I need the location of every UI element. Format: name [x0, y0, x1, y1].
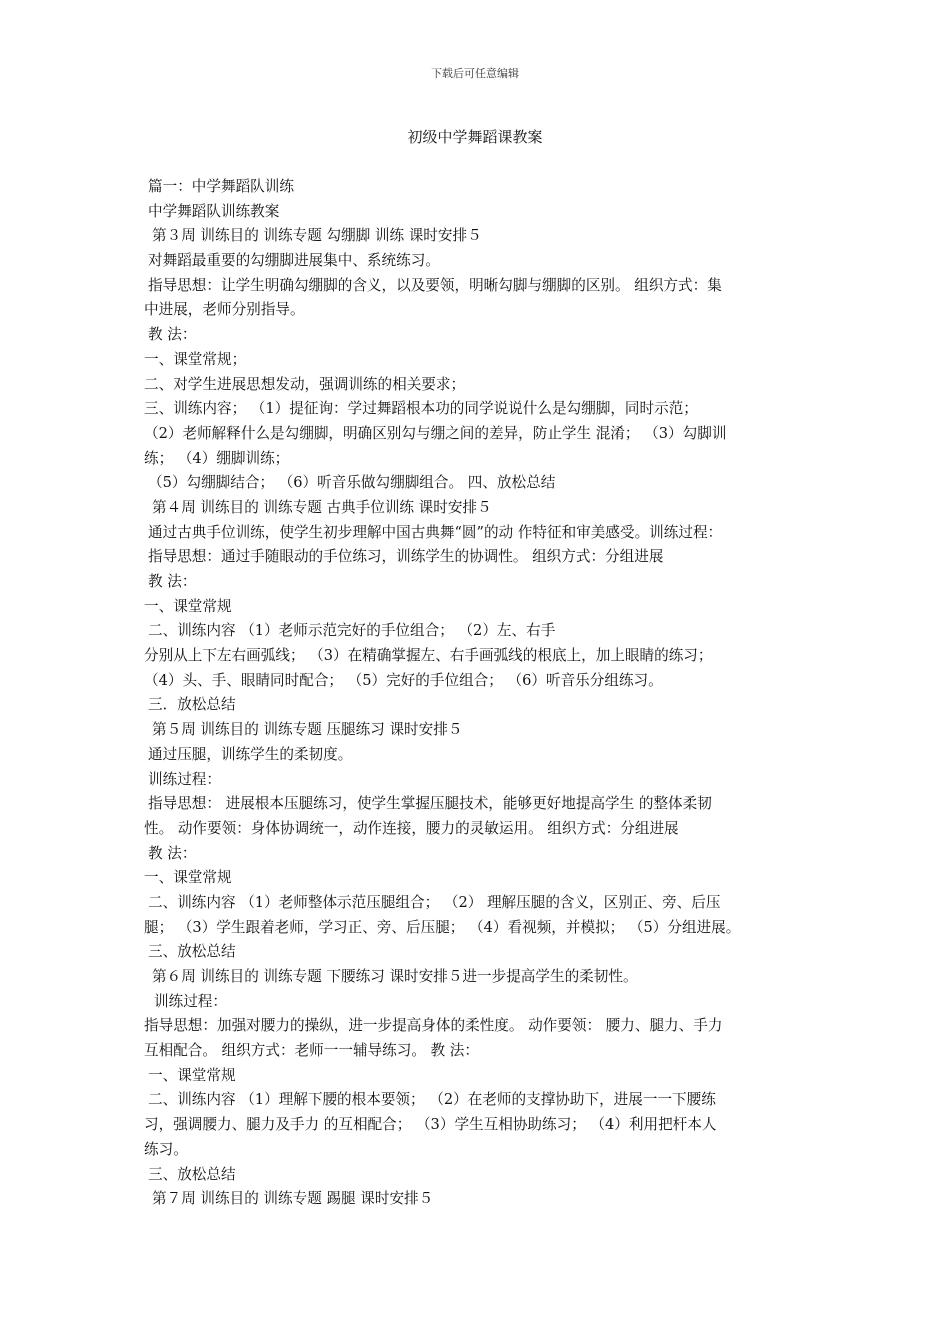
- page-header: 下载后可任意编辑: [431, 67, 519, 80]
- text-line: 指导思想： 进展根本压腿练习，使学生掌握压腿技术，能够更好地提高学生 的整体柔韧: [148, 795, 712, 813]
- text-line: 一、课堂常规: [148, 1066, 236, 1084]
- text-line: 通过古典手位训练，使学生初步理解中国古典舞“圆”的动 作特征和审美感受。训练过程：: [148, 523, 723, 541]
- text-line: 指导思想：加强对腰力的操纵，进一步提高身体的柔性度。 动作要领： 腰力、腿力、手力: [144, 1017, 723, 1035]
- text-line: 练习。: [144, 1140, 188, 1158]
- document-body: [144, 175, 816, 1212]
- text-line: 指导思想：让学生明确勾绷脚的含义，以及要领，明晰勾脚与绷脚的区别。 组织方式：集: [148, 276, 722, 294]
- text-line: 二、对学生进展思想发动，强调训练的相关要求；: [144, 375, 466, 393]
- text-line: 一、课堂常规: [144, 597, 232, 615]
- text-line: 中学舞蹈队训练教案: [148, 202, 280, 220]
- page-title: 初级中学舞蹈课教案: [407, 128, 543, 146]
- text-line: 二、训练内容 （1）老师整体示范压腿组合； （2） 理解压腿的含义，区别正、旁、后压: [148, 893, 721, 911]
- week-heading: 第３周 训练目的 训练专题 勾绷脚 训练 课时安排５: [152, 227, 482, 245]
- text-line: 教 法：: [148, 844, 197, 862]
- text-line: （5）勾绷脚结合； （6）听音乐做勾绷脚组合。 四、放松总结: [148, 474, 556, 492]
- text-line: 一、课堂常规: [144, 869, 232, 887]
- week-heading: 第５周 训练目的 训练专题 压腿练习 课时安排５: [152, 721, 463, 739]
- text-line: （2）老师解释什么是勾绷脚，明确区别勾与绷之间的差异，防止学生 混淆； （3）勾脚训: [144, 424, 727, 442]
- text-line: 通过压腿，训练学生的柔韧度。: [148, 745, 353, 763]
- text-line: 三．放松总结: [148, 696, 236, 714]
- text-line: 训练过程：: [148, 770, 221, 788]
- text-line: 训练过程：: [154, 992, 227, 1010]
- text-line: 中进展，老师分别指导。: [144, 301, 305, 319]
- text-line: 对舞蹈最重要的勾绷脚进展集中、系统练习。: [148, 252, 440, 270]
- text-line: 一、课堂常规；: [144, 350, 247, 368]
- text-line: 教 法：: [148, 326, 197, 344]
- text-line: 三、训练内容； （1）提征询：学过舞蹈根本功的同学说说什么是勾绷脚，同时示范；: [144, 400, 698, 418]
- text-line: （4）头、手、眼睛同时配合； （5）完好的手位组合； （6）听音乐分组练习。: [144, 671, 663, 689]
- text-line: 腿； （3）学生跟着老师，学习正、旁、后压腿； （4）看视频，并模拟； （5）分组进展。: [144, 918, 741, 936]
- text-line: 二、训练内容 （1）理解下腰的根本要领； （2）在老师的支撑协助下，进展一一下腰练: [148, 1091, 716, 1109]
- text-line: 性。 动作要领：身体协调统一，动作连接，腰力的灵敏运用。 组织方式：分组进展: [144, 819, 679, 837]
- text-line: 分别从上下左右画弧线； （3）在精确掌握左、右手画弧线的根底上，加上眼睛的练习；: [144, 647, 713, 665]
- week-heading: 第４周 训练目的 训练专题 古典手位训练 课时安排５: [152, 498, 492, 516]
- week-heading: 第６周 训练目的 训练专题 下腰练习 课时安排５进一步提高学生的柔韧性。: [152, 968, 638, 985]
- text-line: 互相配合。 组织方式：老师一一辅导练习。 教 法：: [144, 1042, 479, 1060]
- section-heading: 篇一：中学舞蹈队训练: [148, 178, 294, 195]
- text-line: 二、训练内容 （1）老师示范完好的手位组合； （2）左、右手: [148, 622, 556, 640]
- text-line: 习，强调腰力、腿力及手力 的互相配合； （3）学生互相协助练习； （4）利用把杆本人: [144, 1116, 717, 1134]
- text-line: 教 法：: [148, 573, 197, 590]
- week-heading: 第７周 训练目的 训练专题 踢腿 课时安排５: [152, 1190, 434, 1208]
- text-line: 三、放松总结: [148, 1165, 236, 1183]
- text-line: 三、放松总结: [148, 943, 236, 961]
- text-line: 指导思想：通过手随眼动的手位练习，训练学生的协调性。 组织方式：分组进展: [148, 548, 664, 566]
- text-line: 练； （4）绷脚训练；: [144, 449, 290, 467]
